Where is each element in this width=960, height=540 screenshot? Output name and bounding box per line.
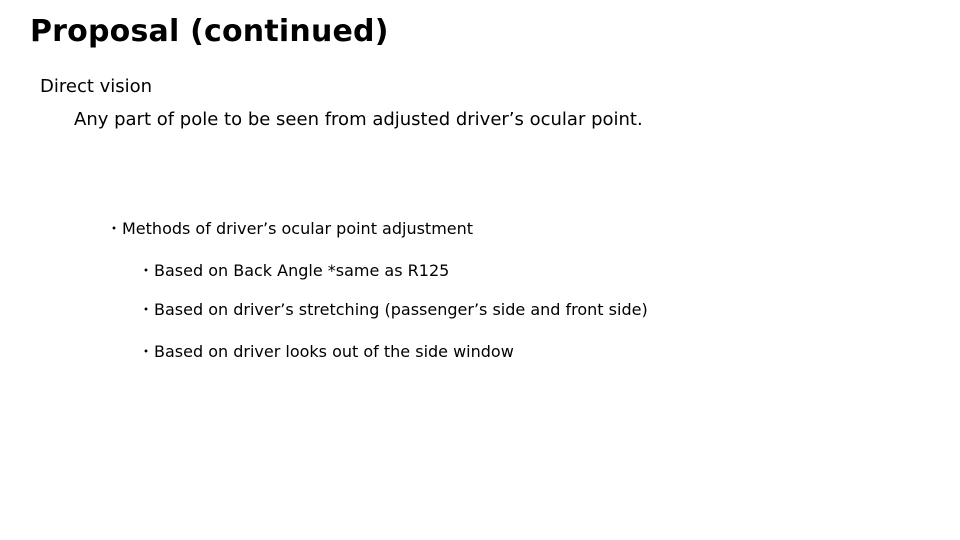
method-item-back-angle: ・Based on Back Angle *same as R125 (138, 261, 450, 280)
section-text: Any part of pole to be seen from adjusted driver’s ocular point. (74, 109, 643, 130)
methods-heading: ・Methods of driver’s ocular point adjustment (106, 219, 474, 238)
section-heading: Direct vision (40, 76, 153, 97)
slide-title: Proposal (continued) (30, 14, 389, 49)
method-item-side-window: ・Based on driver looks out of the side window (138, 342, 514, 361)
method-item-stretching: ・Based on driver’s stretching (passenger’s side and front side) (138, 300, 648, 319)
